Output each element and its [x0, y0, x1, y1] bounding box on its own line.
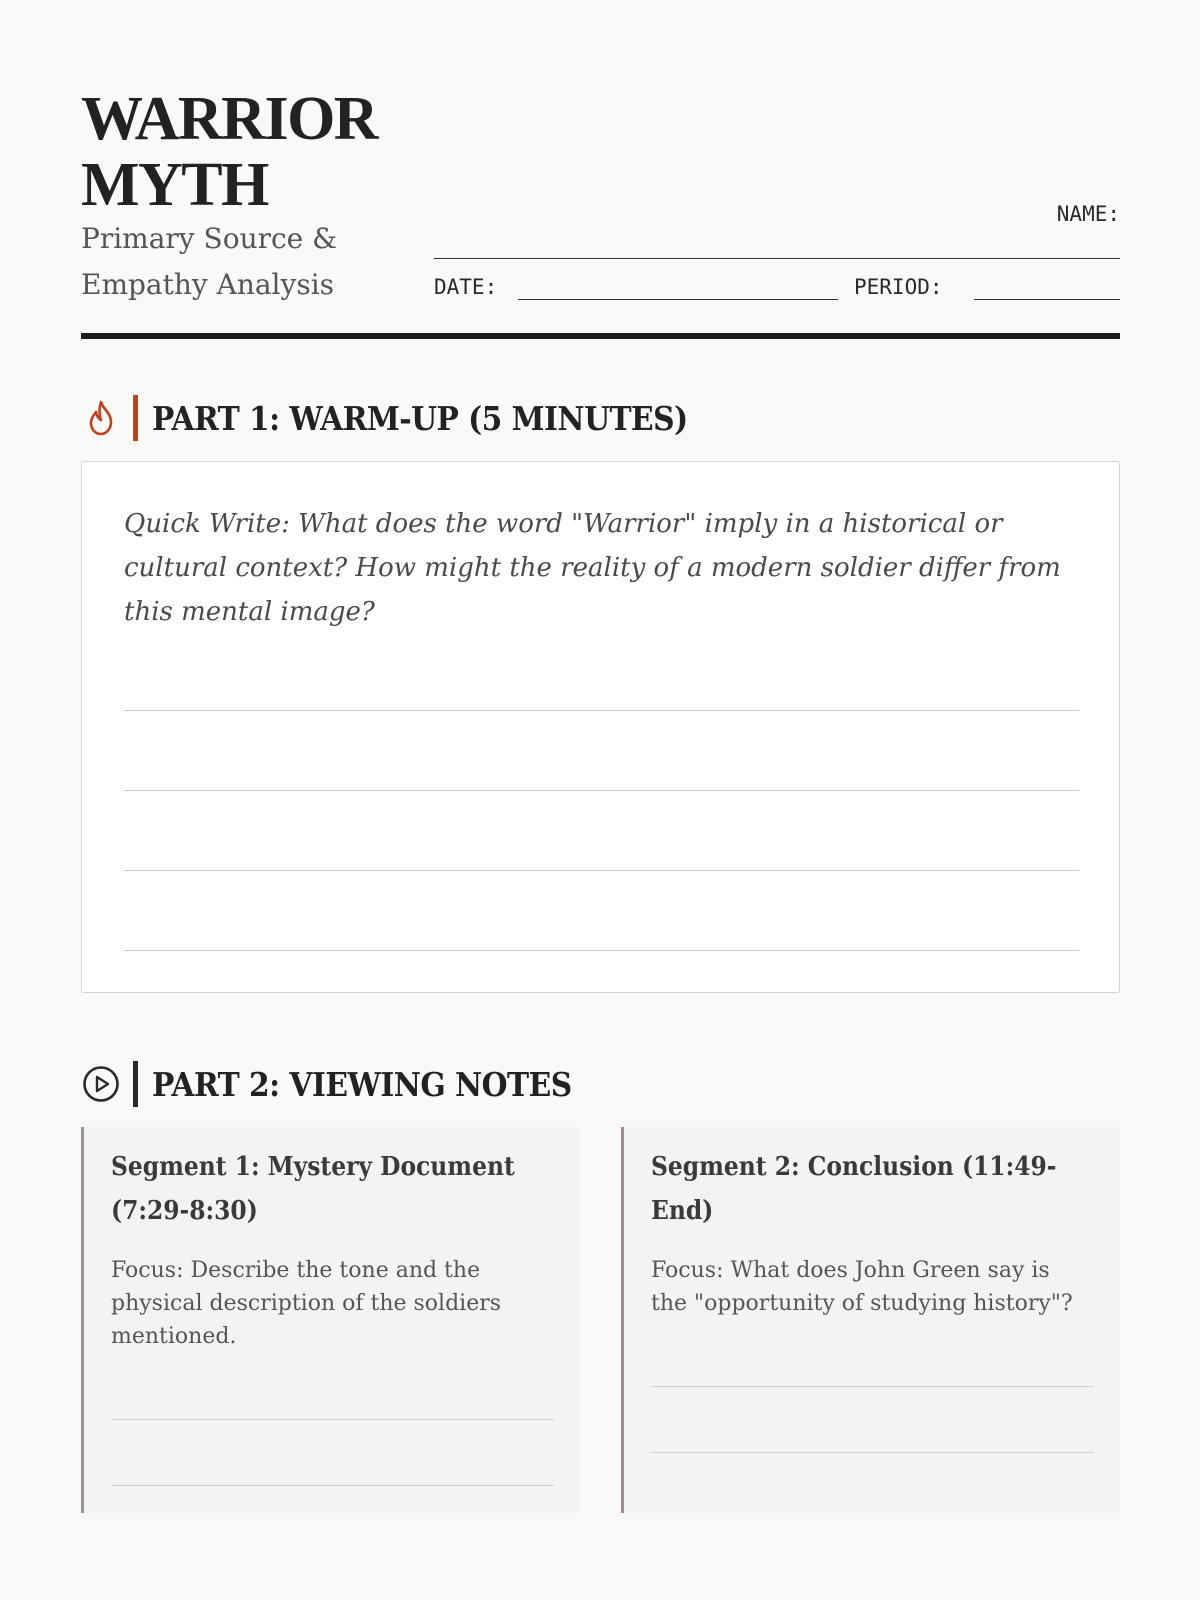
segment-2-focus: Focus: What does John Green say is the "opportunity of studying history"?	[651, 1258, 1073, 1316]
title-line-2: MYTH	[81, 151, 268, 219]
header-divider	[81, 333, 1120, 339]
worksheet-title	[81, 86, 377, 218]
warmup-prompt: Quick Write: What does the word "Warrior" imply in a historical or cultural context? How might the reality of a modern soldier differ from this mental image?	[124, 509, 1061, 627]
flame-icon	[81, 398, 121, 438]
segment-card-1	[81, 1127, 580, 1513]
name-blank[interactable]	[434, 258, 1120, 259]
note-line[interactable]	[111, 1419, 554, 1420]
part1-heading: PART 1: WARM-UP (5 MINUTES)	[152, 398, 688, 438]
date-blank[interactable]	[518, 299, 838, 300]
part2-heading: PART 2: VIEWING NOTES	[152, 1064, 572, 1104]
note-line[interactable]	[651, 1452, 1094, 1453]
note-line[interactable]	[651, 1386, 1094, 1387]
segment-1-focus: Focus: Describe the tone and the physical description of the soldiers mentioned.	[111, 1258, 502, 1349]
play-circle-icon	[81, 1064, 121, 1104]
segment-card-2	[621, 1127, 1120, 1513]
period-label: PERIOD:	[854, 275, 943, 299]
title-line-1: WARRIOR	[81, 85, 378, 153]
answer-line[interactable]	[123, 790, 1079, 791]
note-line[interactable]	[111, 1485, 554, 1486]
period-blank[interactable]	[974, 299, 1120, 300]
worksheet-page	[81, 0, 1120, 1600]
worksheet-subtitle: Primary Source & Empathy Analysis	[81, 222, 338, 301]
date-label: DATE:	[434, 275, 498, 299]
answer-line[interactable]	[123, 710, 1079, 711]
answer-line[interactable]	[123, 870, 1079, 871]
answer-line[interactable]	[123, 950, 1079, 951]
warmup-box	[81, 461, 1120, 993]
segment-2-title: Segment 2: Conclusion (11:49-End)	[651, 1152, 1057, 1226]
part2-heading-row	[81, 1060, 572, 1108]
name-label: NAME:	[1056, 202, 1120, 226]
part1-accent-bar	[133, 395, 138, 441]
part1-heading-row	[81, 394, 688, 442]
part2-accent-bar	[133, 1061, 138, 1107]
segment-1-title: Segment 1: Mystery Document (7:29-8:30)	[111, 1152, 515, 1226]
